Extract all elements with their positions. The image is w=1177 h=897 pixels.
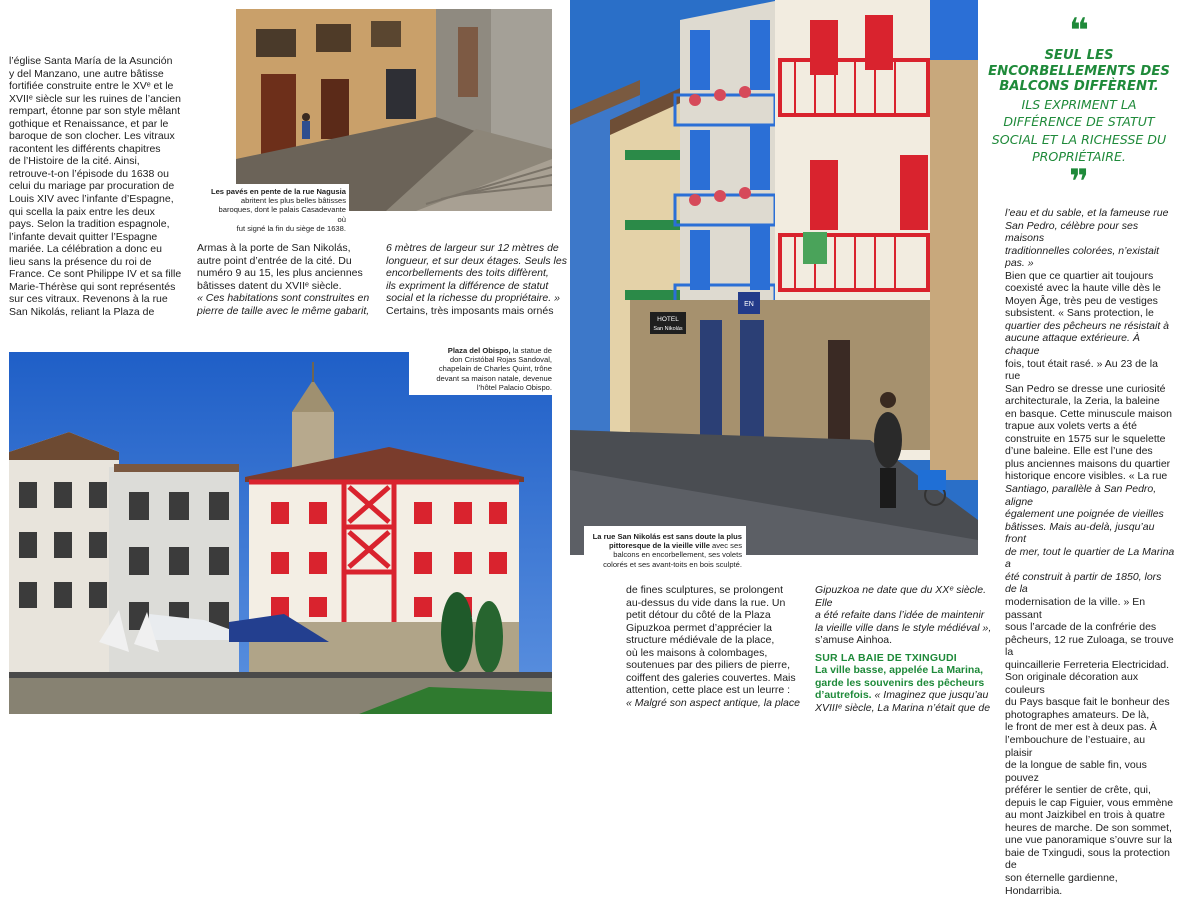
photo-rue-nagusia [236,9,552,211]
close-quote-icon: ❞ [1069,162,1089,203]
photo-rue-san-nikolas [570,0,978,555]
caption-rue-nagusia: Les pavés en pente de la rue Nagusia abritent les plus belles bâtisses baroques, dont le palais Casadevante où fut signé la fin du siège de 1638. [206,184,349,235]
body-column-5: Gipuzkoa ne date que du XXᵉ siècle. Elle a été refaite dans l’idée de maintenir la vieille ville dans le style médiéval », s’amuse Ainhoa. SUR LA BAIE DE TXINGUDI La ville basse, appelée La Marina, garde les souvenirs des pêcheurs d’autrefois. « Imaginez que jusqu’au XVIIIᵉ siècle, La Marina n’était que de [815,584,1000,714]
sign-shop: EN [744,301,754,308]
body-column-4: de fines sculptures, se prolongent au-dessus du vide dans la rue. Un petit détour du côté de la Plaza Gipuzkoa permet d’apprécier la structure médiévale de la place, où les maisons à colombages, soutenues par des piliers de pierre, coiffent des galeries couvertes. Mais attention, cette place est un leurre : « Malgré son aspect antique, la place [626,584,800,709]
pull-quote-body: ILS EXPRIMENT LA DIFFÉRENCE DE STATUT SOCIAL ET LA RICHESSE DU PROPRIÉTAIRE. [991,96,1167,164]
body-column-3: 6 mètres de largeur sur 12 mètres de longueur, et sur deux étages. Seuls les encorbellements des toits diffèrent, ils expriment la différence de statut social et la richesse du propriétaire. » Certains, très imposants mais ornés [386,242,567,317]
photo-plaza-del-obispo [9,352,552,714]
pull-quote [988,11,1170,203]
pull-quote-title: SEUL LES ENCORBELLEMENTS DES BALCONS DIFFÈRENT. [988,48,1170,95]
caption-plaza-del-obispo: Plaza del Obispo, la statue de don Cristóbal Rojas Sandoval, chapelain de Charles Quint, trône devant sa maison natale, devenue l’hôtel Palacio Obispo. [409,343,555,395]
body-column-2: Armas à la porte de San Nikolás, autre point d’entrée de la cité. Du numéro 9 au 15, les plus anciennes bâtisses datent du XVIIᵉ siècle. « Ces habitations sont construites en pierre de taille avec le même gabarit, [197,242,370,317]
subhead-baie-de-txingudi: SUR LA BAIE DE TXINGUDI [815,651,957,664]
body-column-6: l’eau et du sable, et la fameuse rue San Pedro, célèbre pour ses maisons traditionnelles colorées, n’existait pas. » Bien que ce quartier ait toujours coexisté avec la haute ville dès le Moyen Âge, très peu de vestiges subsistent. « Sans protection, le quartier des pêcheurs ne résistait à aucune attaque extérieure. À chaque fois, tout était rasé. » Au 23 de la rue San Pedro se dresse une curiosité architecturale, la Zeria, la baleine en basque. Cette minuscule maison trapue aux volets verts a été construite en 1575 sur le squelette d’une baleine. Elle est l’une des plus anciennes maisons du quartier historique encore visibles. « La rue Santiago, parallèle à San Pedro, aligne également une poignée de vieilles bâtisses. Mais au-delà, jusqu’au front de mer, tout le quartier de La Marina a été construit à partir de 1850, lors de la modernisation de la ville. » En passant sous l’arcade de la confrérie des pêcheurs, 12 rue Zuloaga, se trouve la quincaillerie Ferreteria Electricidad. Son originale décoration aux couleurs du Pays basque fait le bonheur des photographes amateurs. De là, le front de mer est à deux pas. À l’embouchure de l’estuaire, au plaisir de la longue de sable fin, vous pouvez préférer le sentier de crête, qui, depuis le cap Figuier, vous emmène au mont Jaizkibel en trois à quatre heures de marche. De son sommet, une vue panoramique s’ouvre sur la baie de Txingudi, sous la protection de son éternelle gardienne, Hondarribia. [1005,207,1175,897]
open-quote-icon: ❝ [1069,11,1089,51]
sign-hotel-name: San Nikolás [653,326,683,332]
caption-rue-san-nikolas: La rue San Nikolás est sans doute la plus pittoresque de la vieille ville avec ses balcons en encorbellement, ses volets colorés et ses avant-toits en bois sculpté. [584,526,746,572]
sign-hotel: HOTEL [657,316,679,323]
body-column-1: l’église Santa María de la Asunción y del Manzano, une autre bâtisse fortifiée construite entre le XVᵉ et le XVIIᵉ siècle sur les ruines de l’ancien rempart, étonne par son style mêlant gothique et Renaissance, et par le baroque de son clocher. Les vitraux racontent les différents chapitres de l’Histoire de la cité. Ainsi, retrouve-t-on l’épisode du 1638 ou celui du mariage par procuration de Louis XIV avec l’infante d’Espagne, qui scella la paix entre les deux pays. Selon la tradition espagnole, l’infante devait quitter l’Espagne mariée. La célébration a donc eu lieu sans la présence du roi de France. Ce sont Philippe IV et sa fille Marie-Thérèse qui sont représentés sur ces vitraux. Revenons à la rue San Nikolás, reliant la Plaza de [9,55,182,318]
